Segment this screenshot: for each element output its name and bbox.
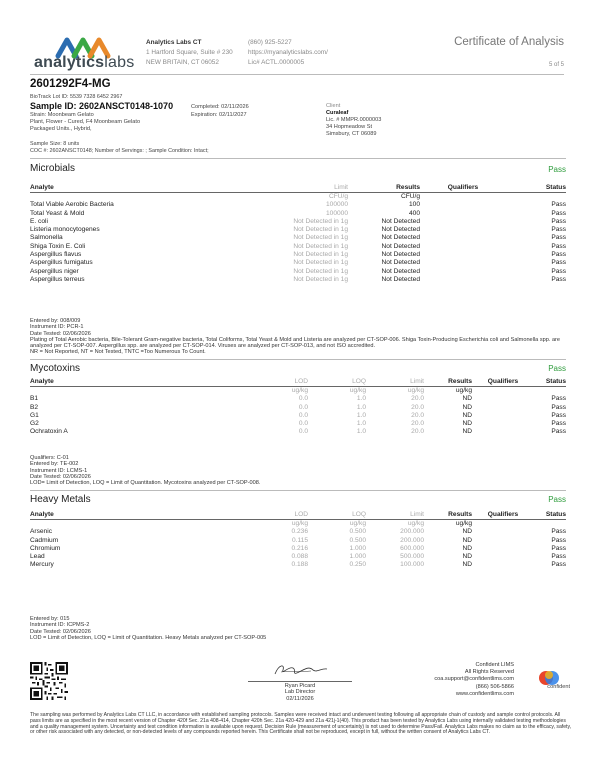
unit-qualifier [420,193,506,202]
page-number: 5 of 5 [548,62,564,68]
table-row [30,404,566,412]
result-cell: ND [462,403,472,411]
unit-result: CFU/g [400,193,420,200]
table-row [30,226,566,234]
limit-cell: Not Detected in 1g [293,234,348,242]
limit-cell: 600.000 [400,544,424,552]
limit-cell: Not Detected in 1g [293,259,348,267]
qualifier-cell [472,412,534,420]
limit-cell: Not Detected in 1g [293,217,348,225]
loq-cell: 1.0 [356,411,366,419]
analyte-cell: Aspergillus fumigatus [30,259,93,267]
qualifier-cell [420,210,506,218]
table-row [30,537,566,545]
qualifier-cell [472,420,534,428]
status-cell: Pass [551,395,566,403]
result-cell: 100 [408,201,420,209]
qualifier-cell [420,276,506,284]
qualifier-cell [472,561,534,569]
lims-website[interactable]: www.confidentlims.com [455,690,514,697]
limit-cell: 500.000 [400,553,424,561]
limit-cell: Not Detected in 1g [293,267,348,275]
mycotoxins-title: Mycotoxins [30,363,81,374]
table-row [30,395,566,403]
analyte-cell: Mercury [30,561,54,569]
unit-qualifier [472,387,534,396]
table-row [30,545,566,553]
heavy-metals-title: Heavy Metals [30,494,91,505]
analyte-cell: Salmonella [30,234,63,242]
status-cell: Pass [551,209,566,217]
limit-cell: Not Detected in 1g [293,242,348,250]
status-cell: Pass [551,428,566,436]
result-cell: Not Detected [381,226,420,234]
status-cell: Pass [551,267,566,275]
note-qualifiers: Qualifiers: C-01 [30,455,69,461]
qualifier-cell [472,428,534,436]
sample-size: Sample Size: 8 units [30,141,80,147]
result-cell: ND [462,561,472,569]
table-row [30,428,566,436]
analyte-cell: G2 [30,420,39,428]
confident-logo-text: confident [547,684,570,690]
loq-cell: 0.500 [349,528,366,536]
unit-status [506,193,566,202]
note-date-tested: Date Tested: 02/06/2026 [30,330,91,337]
status-cell: Pass [551,201,566,209]
qualifier-cell [472,395,534,403]
limit-cell: 100.000 [400,561,424,569]
lod-cell: 0.0 [298,428,308,436]
units-row [30,520,566,529]
limit-cell: Not Detected in 1g [293,251,348,259]
lims-phone: (866) 506-5866 [475,683,514,690]
unit-analyte [30,193,230,202]
result-cell: ND [462,536,472,544]
lod-cell: 0.0 [298,411,308,419]
lab-license: Lic# ACTL.0000005 [248,59,305,66]
lod-cell: 0.188 [291,561,308,569]
mycotoxins-status: Pass [548,364,566,373]
lod-cell: 0.0 [298,420,308,428]
analyte-cell: Arsenic [30,528,52,536]
col-qualifiers: Qualifiers [472,377,534,387]
col-lod: LOD [250,510,308,520]
loq-cell: 1.000 [349,553,366,561]
unit-status [534,387,566,396]
col-lod: LOD [250,377,308,387]
batch-id: 2601292F4-MG [30,78,111,90]
table-header-row [30,183,566,193]
signer-name: Ryan Picard [284,683,316,689]
result-cell: Not Detected [381,275,420,283]
signature-line [248,681,352,682]
result-cell: ND [462,411,472,419]
limit-cell: 20.0 [411,428,424,436]
status-cell: Pass [551,251,566,259]
qualifier-cell [420,259,506,267]
analyte-cell: Chromium [30,544,61,552]
microbials-table [30,183,566,284]
table-row [30,210,566,218]
signature-date: 02/11/2026 [286,695,314,702]
status-cell: Pass [551,536,566,544]
packaging: Packaged Units., Hybrid, [30,126,92,132]
analyte-cell: Aspergillus terreus [30,275,85,283]
qualifier-cell [472,528,534,536]
unit-limit: CFU/g [328,193,348,200]
lod-cell: 0.088 [291,553,308,561]
loq-cell: 1.0 [356,395,366,403]
confident-lims-info [394,662,514,698]
result-cell: 400 [408,209,420,217]
units-row [30,193,566,202]
table-row [30,528,566,536]
col-status: Status [534,377,566,387]
table-row [30,259,566,267]
limit-cell: Not Detected in 1g [293,226,348,234]
microbials-section [30,158,566,308]
analyte-cell: Aspergillus flavus [30,251,82,259]
analyte-cell: Shiga Toxin E. Coli [30,242,86,250]
lab-name: Analytics Labs CT [146,39,202,46]
section-divider [30,158,566,159]
col-analyte: Analyte [30,183,230,193]
col-status: Status [506,183,566,193]
table-header-row [30,510,566,520]
mycotoxins-table [30,377,566,437]
note-instrument: Instrument ID: LCMS-1 [30,467,88,474]
analyte-cell: E. coli [30,217,48,225]
result-cell: ND [462,528,472,536]
note-instrument: Instrument ID: PCR-1 [30,324,84,331]
heavy-metals-section [30,490,566,590]
col-results: Results [424,377,472,387]
unit-result: ug/kg [455,520,472,527]
table-row [30,234,566,242]
qr-code-icon[interactable] [30,662,68,700]
qualifier-cell [472,404,534,412]
document-title: Certificate of Analysis [454,36,564,48]
qualifier-cell [472,537,534,545]
status-cell: Pass [551,403,566,411]
analyte-cell: Listeria monocytogenes [30,226,100,234]
client-address-1: 34 Hopmeadow St [326,124,373,130]
coc-info: COC #: 2602ANSCT0148; Number of Servings: ; Sample Condition: Intact; [30,148,209,154]
qualifier-cell [420,243,506,251]
lims-rights: All Rights Reserved [464,669,514,676]
result-cell: Not Detected [381,267,420,275]
lod-cell: 0.0 [298,395,308,403]
sample-dates [191,103,249,119]
analyte-cell: Total Viable Aerobic Bacteria [30,201,114,209]
client-label: Client [326,103,341,109]
qualifier-cell [420,268,506,276]
unit-analyte [30,387,250,396]
qualifier-cell [420,234,506,242]
note-entered-by: Entered by: 015 [30,616,70,622]
lims-name: Confident LIMS [475,662,514,668]
tracking-id: BioTrack Lot ID: 5539 7328 6452 2967 [30,94,123,100]
col-loq: LOQ [308,510,366,520]
col-limit: Limit [366,377,424,387]
note-date-tested: Date Tested: 02/06/2026 [30,473,91,480]
unit-limit: ug/kg [407,520,424,527]
limit-cell: 20.0 [411,420,424,428]
completed-date: Completed: 02/11/2026 [191,104,249,110]
result-cell: ND [462,395,472,403]
status-cell: Pass [551,420,566,428]
disclaimer: The sampling was performed by Analytics Labs CT LLC, in accordance with established sampling protocols. Samples were received intact and underwent testing following all appropriate chain of custody and sample control protocols. All pass limits are as specified in the most recent version of Chapter 420f Sec. 21a 408-414, Chapter 420h Sec. 21a 420-429 and 21a 421j-1(40). This product has been tested by Analytics Labs using internally validated testing methodologies and a quality management system. Uncertainty and test condition information is available upon request. Decision Rule (measurement of uncertainty) is not used to determine Pass/Fail. Analytics Labs makes no claim as to the efficacy, safety, or other risk associated with any detected, or non-detected levels of any compounds reported herein. This Certificate shall not be reproduced, except in full, without the written consent of Analytics Labs CT. [30,712,572,736]
unit-analyte [30,520,250,529]
table-row [30,276,566,284]
limit-cell: 100000 [325,209,348,217]
limit-cell: 20.0 [411,395,424,403]
col-qualifiers: Qualifiers [472,510,534,520]
limit-cell: 200.000 [400,528,424,536]
result-cell: Not Detected [381,259,420,267]
unit-lod: ug/kg [291,387,308,394]
note-entered-by: Entered by: 008/009 [30,318,81,324]
microbials-notes [30,318,570,356]
signature-image [265,660,335,680]
table-row [30,553,566,561]
loq-cell: 1.0 [356,428,366,436]
table-row [30,561,566,569]
heavy-metals-status: Pass [548,495,566,504]
result-cell: Not Detected [381,242,420,250]
strain: Strain: Moonbeam Gelato [30,112,94,118]
status-cell: Pass [551,226,566,234]
status-cell: Pass [551,259,566,267]
col-results: Results [424,510,472,520]
product-type: Plant, Flower - Cured, F4 Moonbeam Gelato [30,119,141,125]
note-instrument: Instrument ID: ICPMS-2 [30,622,90,629]
unit-qualifier [472,520,534,529]
loq-cell: 0.250 [349,561,366,569]
col-status: Status [534,510,566,520]
analyte-cell: Cadmium [30,536,59,544]
qualifier-cell [420,226,506,234]
table-row [30,412,566,420]
col-limit: Limit [366,510,424,520]
result-cell: Not Detected [381,234,420,242]
col-analyte: Analyte [30,510,250,520]
result-cell: ND [462,544,472,552]
unit-status [534,520,566,529]
lims-email[interactable]: coa.support@confidentlims.com [434,676,514,683]
unit-result: ug/kg [455,387,472,394]
loq-cell: 1.0 [356,403,366,411]
limit-cell: 20.0 [411,403,424,411]
loq-cell: 1.000 [349,544,366,552]
limit-cell: Not Detected in 1g [293,275,348,283]
status-cell: Pass [551,561,566,569]
lab-address-1: 1 Hartford Square, Suite # 230 [146,49,233,56]
note-entered-by: Entered by: TE-002 [30,461,79,468]
table-header-row [30,377,566,387]
sample-details [30,112,140,133]
unit-loq: ug/kg [349,520,366,527]
unit-limit: ug/kg [407,387,424,394]
note-methods: Plating of Total Aerobic bacteria, Bile-Tolerant Gram-negative bacteria, Total Coliforms, Total Yeast & Mold and Listeria are analyzed per CT-SOP-006. Shiga Toxin-Producing Escherichia coli and Salmonella spp. are analyzed per CT-SOP-007. Aspergillus spp. are analyzed per CT-SOP-014. Viruses are analyzed per CT-SOP-013, and not ISO accredited. [30,336,561,350]
qualifier-cell [420,251,506,259]
note-abbreviations: NR = Not Reported, NT = Not Tested, TNTC =Too Numerous To Count. [30,349,206,356]
result-cell: ND [462,420,472,428]
qualifier-cell [472,553,534,561]
limit-cell: 20.0 [411,411,424,419]
result-cell: ND [462,553,472,561]
lab-info [146,38,233,68]
result-cell: Not Detected [381,217,420,225]
col-limit: Limit [230,183,348,193]
microbials-status: Pass [548,165,566,174]
header-divider [30,74,564,75]
limit-cell: 100000 [325,201,348,209]
client-license: Lic. # MMPR.0000003 [326,117,382,123]
status-cell: Pass [551,544,566,552]
lab-address-2: NEW BRITAIN, CT 06052 [146,59,219,66]
limit-cell: 200.000 [400,536,424,544]
client-name: Curaleaf [326,110,349,116]
status-cell: Pass [551,411,566,419]
note-date-tested: Date Tested: 02/06/2026 [30,628,91,635]
note-methods: LOD= Limit of Detection, LOQ = Limit of Quantitation. Mycotoxins analyzed per CT-SOP-008. [30,480,261,487]
lab-website[interactable]: https://myanalyticslabs.com/ [248,49,328,56]
mycotoxins-notes [30,455,570,486]
table-row [30,251,566,259]
sample-size-block [30,141,209,155]
lab-contact [248,38,328,68]
status-cell: Pass [551,217,566,225]
signer-title: Lab Director [284,689,316,696]
col-analyte: Analyte [30,377,250,387]
status-cell: Pass [551,234,566,242]
lod-cell: 0.216 [291,544,308,552]
signature-block [240,660,360,702]
units-row [30,387,566,396]
unit-lod: ug/kg [291,520,308,527]
table-row [30,420,566,428]
unit-loq: ug/kg [349,387,366,394]
analyte-cell: Aspergillus niger [30,267,79,275]
status-cell: Pass [551,275,566,283]
lod-cell: 0.0 [298,403,308,411]
analyte-cell: Total Yeast & Mold [30,209,85,217]
mycotoxins-section [30,359,566,459]
qualifier-cell [420,201,506,209]
loq-cell: 0.500 [349,536,366,544]
note-methods: LOD = Limit of Detection, LOQ = Limit of Quantitation. Heavy Metals analyzed per CT-SOP-005 [30,634,267,641]
analyte-cell: Lead [30,553,45,561]
section-divider [30,490,566,491]
analyte-cell: G1 [30,411,39,419]
status-cell: Pass [551,553,566,561]
status-cell: Pass [551,242,566,250]
loq-cell: 1.0 [356,420,366,428]
microbials-title: Microbials [30,163,76,174]
lod-cell: 0.236 [291,528,308,536]
analyte-cell: Ochratoxin A [30,428,68,436]
sample-id: Sample ID: 2602ANSCT0148-1070 [30,101,174,111]
table-row [30,201,566,209]
heavy-metals-table [30,510,566,570]
lab-phone: (860) 925-5227 [248,39,292,46]
analyte-cell: B2 [30,403,39,411]
client-info [326,103,381,138]
col-loq: LOQ [308,377,366,387]
client-address-2: Simsbury, CT 06089 [326,131,377,137]
qualifier-cell [420,218,506,226]
lod-cell: 0.115 [291,536,308,544]
result-cell: Not Detected [381,251,420,259]
table-row [30,243,566,251]
section-divider [30,359,566,360]
heavy-metals-notes [30,616,570,641]
qualifier-cell [472,545,534,553]
logo-wordmark: analyticslabs [34,54,135,71]
expiration-date: Expiration: 02/11/2027 [191,112,247,118]
analyte-cell: B1 [30,395,39,403]
col-qualifiers: Qualifiers [420,183,506,193]
table-row [30,268,566,276]
status-cell: Pass [551,528,566,536]
table-row [30,218,566,226]
result-cell: ND [462,428,472,436]
col-results: Results [348,183,420,193]
